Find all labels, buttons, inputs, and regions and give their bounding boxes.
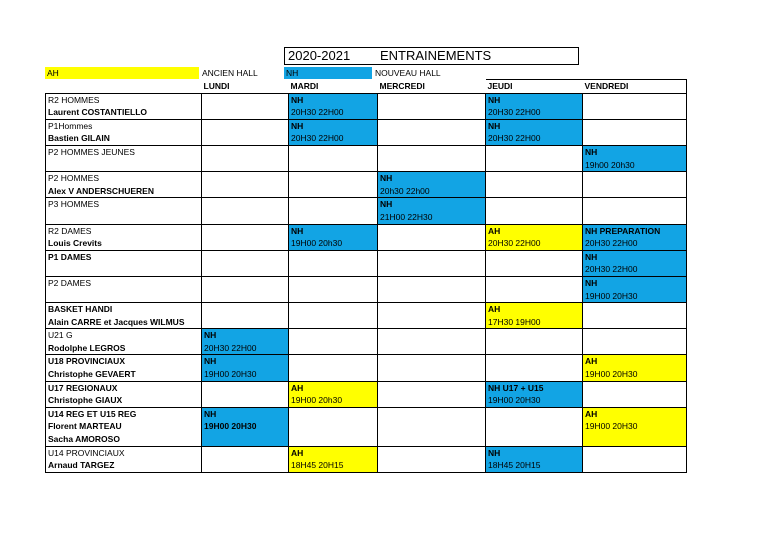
slot-cell	[289, 276, 378, 289]
slot-hall: AH	[583, 407, 687, 420]
slot-cell	[378, 237, 486, 250]
slot-cell	[202, 459, 289, 472]
legend-nh-label: NOUVEAU HALL	[375, 68, 441, 78]
slot-cell	[583, 211, 687, 224]
coach-name: Christophe GEVAERT	[46, 368, 202, 381]
slot-cell	[202, 224, 289, 237]
table-row	[46, 459, 687, 472]
slot-time: 19H00 20h30	[289, 237, 378, 250]
slot-cell	[378, 250, 486, 263]
slot-cell	[202, 159, 289, 172]
slot-hall: NH	[202, 355, 289, 368]
slot-cell	[583, 433, 687, 446]
slot-hall: NH	[486, 119, 583, 132]
slot-time: 20H30 22H00	[583, 237, 687, 250]
slot-cell	[583, 93, 687, 106]
table-row	[46, 368, 687, 381]
schedule-table	[45, 79, 687, 473]
table-row	[46, 198, 687, 211]
slot-hall: NH	[486, 446, 583, 459]
coach-name	[46, 263, 202, 276]
slot-cell	[583, 329, 687, 342]
slot-hall: NH	[378, 172, 486, 185]
slot-cell	[583, 185, 687, 198]
slot-cell	[486, 211, 583, 224]
group-name: U17 REGIONAUX	[46, 381, 202, 394]
slot-cell	[583, 106, 687, 119]
coach-name-2: Sacha AMOROSO	[46, 433, 202, 446]
table-row	[46, 276, 687, 289]
slot-cell	[289, 303, 378, 316]
group-name: BASKET HANDI	[46, 303, 202, 316]
slot-hall: NH	[583, 276, 687, 289]
slot-cell	[202, 316, 289, 329]
slot-cell	[202, 303, 289, 316]
slot-cell	[486, 276, 583, 289]
slot-cell	[378, 446, 486, 459]
slot-cell	[202, 198, 289, 211]
slot-cell	[289, 250, 378, 263]
table-row	[46, 185, 687, 198]
slot-hall: NH	[486, 93, 583, 106]
slot-cell	[289, 290, 378, 303]
table-row	[46, 172, 687, 185]
slot-hall: NH	[289, 224, 378, 237]
table-row	[46, 433, 687, 446]
title-year: 2020-2021	[288, 48, 351, 63]
slot-cell	[378, 394, 486, 407]
slot-cell	[289, 420, 378, 433]
table-row	[46, 145, 687, 158]
slot-time: 19H00 20H30	[202, 368, 289, 381]
table-row	[46, 106, 687, 119]
slot-cell	[486, 342, 583, 355]
slot-time: 18H45 20H15	[486, 459, 583, 472]
slot-time: 20h30 22h00	[378, 185, 486, 198]
slot-cell	[378, 290, 486, 303]
slot-cell	[378, 329, 486, 342]
slot-cell	[486, 407, 583, 420]
group-name: U14 REG ET U15 REG	[46, 407, 202, 420]
slot-cell	[486, 172, 583, 185]
slot-cell	[378, 276, 486, 289]
slot-hall: AH	[289, 381, 378, 394]
slot-hall: NH	[378, 198, 486, 211]
slot-cell	[202, 211, 289, 224]
coach-name: Bastien GILAIN	[46, 132, 202, 145]
slot-cell	[378, 303, 486, 316]
table-row	[46, 159, 687, 172]
slot-cell	[583, 172, 687, 185]
legend-ah-label: ANCIEN HALL	[202, 68, 258, 78]
slot-time: 18H45 20H15	[289, 459, 378, 472]
slot-time: 20H30 22H00	[202, 342, 289, 355]
slot-cell	[378, 93, 486, 106]
slot-cell	[202, 250, 289, 263]
slot-cell	[583, 303, 687, 316]
group-name: P3 HOMMES	[46, 198, 202, 211]
slot-cell	[378, 381, 486, 394]
slot-cell	[202, 106, 289, 119]
slot-cell	[289, 342, 378, 355]
slot-hall: AH	[583, 355, 687, 368]
slot-cell	[583, 446, 687, 459]
slot-time: 20H30 22H00	[583, 263, 687, 276]
day-header-3: JEUDI	[486, 80, 583, 94]
coach-name	[46, 211, 202, 224]
slot-cell	[583, 381, 687, 394]
table-row	[46, 316, 687, 329]
coach-name	[46, 290, 202, 303]
slot-hall: AH	[486, 303, 583, 316]
slot-cell	[378, 316, 486, 329]
table-row	[46, 93, 687, 106]
table-row	[46, 446, 687, 459]
slot-cell	[289, 263, 378, 276]
coach-name: Laurent COSTANTIELLO	[46, 106, 202, 119]
slot-cell	[202, 93, 289, 106]
slot-cell	[202, 237, 289, 250]
slot-cell	[378, 106, 486, 119]
slot-cell	[378, 119, 486, 132]
coach-name: Rodolphe LEGROS	[46, 342, 202, 355]
slot-cell	[583, 459, 687, 472]
slot-cell	[202, 132, 289, 145]
table-row	[46, 394, 687, 407]
slot-cell	[486, 290, 583, 303]
slot-cell	[289, 355, 378, 368]
table-row	[46, 250, 687, 263]
coach-name: Christophe GIAUX	[46, 394, 202, 407]
slot-cell	[486, 185, 583, 198]
day-header-2: MERCREDI	[379, 80, 425, 91]
slot-cell	[486, 355, 583, 368]
slot-time: 20H30 22H00	[486, 106, 583, 119]
slot-cell	[289, 433, 378, 446]
day-header-4: VENDREDI	[583, 80, 687, 94]
slot-cell	[289, 329, 378, 342]
table-row	[46, 263, 687, 276]
slot-cell	[583, 132, 687, 145]
slot-cell	[583, 119, 687, 132]
legend-nh-code: NH	[284, 67, 372, 79]
slot-hall: NH	[289, 119, 378, 132]
table-row	[46, 211, 687, 224]
day-header-1: MARDI	[290, 80, 319, 91]
slot-cell	[202, 172, 289, 185]
slot-hall: NH U17 + U15	[486, 381, 583, 394]
slot-cell	[486, 329, 583, 342]
group-name: U14 PROVINCIAUX	[46, 446, 202, 459]
table-row	[46, 132, 687, 145]
slot-cell	[486, 250, 583, 263]
slot-cell	[378, 132, 486, 145]
slot-hall: NH	[583, 250, 687, 263]
slot-cell	[202, 119, 289, 132]
group-name: R2 HOMMES	[46, 93, 202, 106]
coach-name: Alex V ANDERSCHUEREN	[46, 185, 202, 198]
slot-cell	[289, 159, 378, 172]
slot-cell	[202, 145, 289, 158]
slot-cell	[378, 407, 486, 420]
slot-cell	[583, 342, 687, 355]
slot-cell	[486, 263, 583, 276]
slot-cell	[289, 407, 378, 420]
slot-time: 20H30 22H00	[486, 237, 583, 250]
slot-hall: AH	[289, 446, 378, 459]
table-row	[46, 237, 687, 250]
table-row	[46, 342, 687, 355]
slot-cell	[378, 368, 486, 381]
header-blank	[46, 80, 202, 94]
slot-time: 20H30 22H00	[289, 106, 378, 119]
slot-cell	[378, 459, 486, 472]
slot-cell	[202, 446, 289, 459]
slot-cell	[289, 211, 378, 224]
group-name: P2 DAMES	[46, 276, 202, 289]
slot-time: 21H00 22H30	[378, 211, 486, 224]
slot-cell	[289, 316, 378, 329]
slot-cell	[289, 145, 378, 158]
slot-hall: AH	[486, 224, 583, 237]
slot-cell	[378, 433, 486, 446]
slot-hall: NH	[583, 145, 687, 158]
slot-cell	[378, 355, 486, 368]
day-header-row	[46, 80, 687, 94]
group-name: P2 HOMMES	[46, 172, 202, 185]
slot-time: 19H00 20h30	[289, 394, 378, 407]
group-name: P2 HOMMES JEUNES	[46, 145, 202, 158]
group-name: R2 DAMES	[46, 224, 202, 237]
slot-time: 19H00 20H30	[583, 290, 687, 303]
slot-cell	[202, 394, 289, 407]
table-row	[46, 381, 687, 394]
title-text: ENTRAINEMENTS	[380, 48, 492, 63]
slot-cell	[202, 381, 289, 394]
legend-ah-code: AH	[45, 67, 199, 79]
slot-cell	[486, 433, 583, 446]
table-row	[46, 329, 687, 342]
slot-cell	[289, 172, 378, 185]
slot-cell	[486, 368, 583, 381]
slot-cell	[378, 420, 486, 433]
slot-time: 19H00 20H30	[486, 394, 583, 407]
table-row	[46, 420, 687, 433]
table-row	[46, 355, 687, 368]
page-title	[284, 47, 579, 65]
slot-cell	[378, 145, 486, 158]
slot-cell	[202, 276, 289, 289]
table-row	[46, 407, 687, 420]
slot-hall: NH PREPARATION	[583, 224, 687, 237]
coach-name: Florent MARTEAU	[46, 420, 202, 433]
slot-hall: NH	[202, 407, 289, 420]
slot-cell	[202, 433, 289, 446]
group-name: P1 DAMES	[46, 250, 202, 263]
slot-time: 19h00 20h30	[583, 159, 687, 172]
slot-hall: NH	[202, 329, 289, 342]
slot-cell	[378, 224, 486, 237]
coach-name: Arnaud TARGEZ	[46, 459, 202, 472]
coach-name: Alain CARRE et Jacques WILMUS	[46, 316, 202, 329]
table-row	[46, 303, 687, 316]
slot-cell	[486, 145, 583, 158]
slot-cell	[378, 263, 486, 276]
slot-time: 19H00 20H30	[583, 368, 687, 381]
table-row	[46, 119, 687, 132]
coach-name	[46, 159, 202, 172]
slot-cell	[486, 159, 583, 172]
table-row	[46, 224, 687, 237]
slot-time: 20H30 22H00	[486, 132, 583, 145]
slot-cell	[289, 185, 378, 198]
group-name: P1Hommes	[46, 119, 202, 132]
slot-cell	[583, 198, 687, 211]
slot-cell	[486, 420, 583, 433]
slot-cell	[378, 342, 486, 355]
slot-cell	[583, 394, 687, 407]
slot-cell	[378, 159, 486, 172]
slot-time: 19H00 20H30	[202, 420, 289, 433]
group-name: U21 G	[46, 329, 202, 342]
slot-hall: NH	[289, 93, 378, 106]
slot-time: 20H30 22H00	[289, 132, 378, 145]
slot-cell	[202, 185, 289, 198]
table-row	[46, 290, 687, 303]
coach-name: Louis Crevits	[46, 237, 202, 250]
slot-time: 19H00 20H30	[583, 420, 687, 433]
slot-cell	[289, 368, 378, 381]
slot-cell	[289, 198, 378, 211]
day-header-0: LUNDI	[203, 80, 230, 91]
group-name: U18 PROVINCIAUX	[46, 355, 202, 368]
slot-cell	[486, 198, 583, 211]
slot-cell	[202, 290, 289, 303]
slot-cell	[202, 263, 289, 276]
slot-cell	[583, 316, 687, 329]
slot-time: 17H30 19H00	[486, 316, 583, 329]
